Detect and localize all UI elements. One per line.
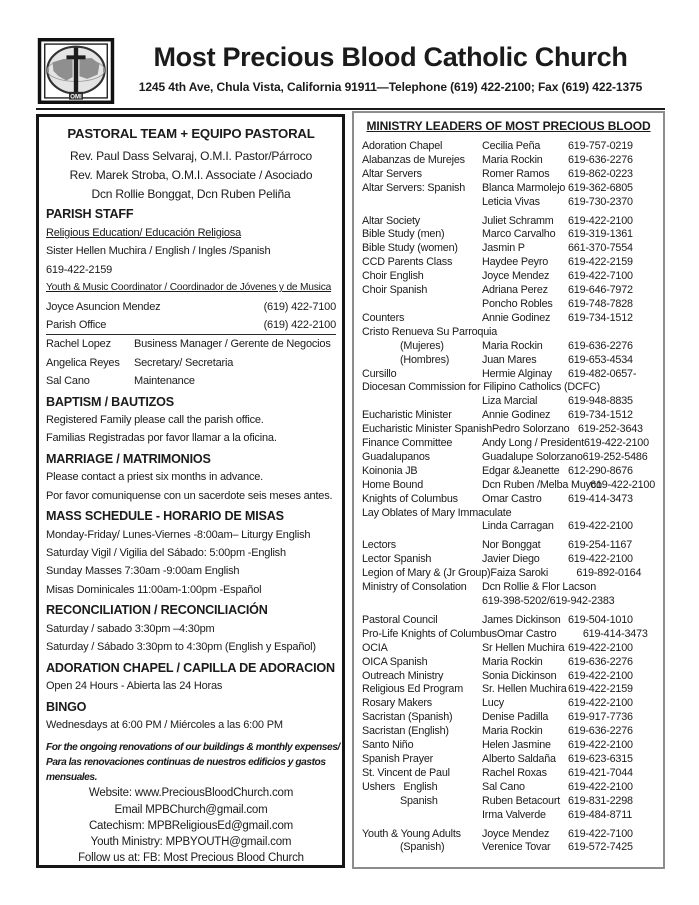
info-line: Website: www.PreciousBloodChurch.com [88,787,294,800]
info-line [46,354,336,372]
phone-cell: 619-948-8835 [568,395,633,408]
leader-name-cell: Denise Padilla [482,711,549,724]
phone-cell: 619-734-1512 [568,311,633,324]
ministry-row [362,507,655,521]
ministry-row [362,553,655,567]
phone-cell: 619-421-7044 [568,766,633,779]
info-line: Catechism: MPBReligiousEd@gmail.com [88,819,294,832]
ministry-cell: Diocesan Commission for Filipino Catholics (DCFC) [362,381,600,394]
leader-name-cell: Annie Godinez [482,409,551,422]
leader-name-cell: Ruben Betacourt [482,794,561,807]
leader-name-cell: Hermie Alginay [482,367,552,380]
leader-name-cell: Liza Marcial [482,395,538,408]
parish-info-panel [36,114,345,868]
phone-cell: 619-422-7100 [568,827,633,840]
line-label: Angelica Reyes [46,356,120,369]
leader-name-cell: Verenice Tovar [482,841,551,854]
ministry-cell: Altar Servers [362,167,422,180]
ministry-cell: Home Bound [362,478,424,491]
ministry-row [362,739,655,753]
ministry-cell: Rosary Makers [362,697,432,710]
ministry-cell: Youth & Young Adults [362,827,461,840]
line-phone: (619) 422-7100 [263,300,336,313]
ministry-row [362,168,655,182]
ministry-cell: St. Vincent de Paul [362,766,450,779]
ministry-row [362,451,655,465]
leader-name-cell: Rachel Roxas [482,766,547,779]
phone-cell: 612-290-8676 [568,464,633,477]
ministry-cell: (Spanish) [400,841,445,854]
leader-name-cell: Juliet Schramm [482,214,554,227]
ministry-cell: OCIA [362,641,388,654]
leader-name-cell: James Dickinson [482,613,561,626]
info-line: Follow us at: FB: Most Precious Blood Church [78,852,304,865]
ministry-row [362,242,655,256]
info-line: Sunday Masses 7:30am -9:00am English [46,565,240,578]
ministry-row [362,196,655,210]
phone-cell: 619-572-7425 [568,841,633,854]
ministry-cell: Alabanzas de Murejes [362,153,465,166]
leader-name-cell: Omar Castro [482,492,542,505]
ministry-row [362,614,655,628]
info-line: Dcn Rollie Bonggat, Dcn Ruben Peliña [91,186,291,201]
info-line: Saturday Vigil / Vigilia del Sábado: 5:00pm -English [46,547,286,560]
info-line: Monday-Friday/ Lunes-Viernes -8:00am– Liturgy English [46,528,311,541]
leader-name-cell: Helen Jasmine [482,739,551,752]
phone-cell: 619-636-2276 [568,655,633,668]
ministry-cell: Koinonia JB [362,464,418,477]
leader-name-cell: Sr. Hellen Muchira [482,683,567,696]
leader-name-cell: 619-398-5202/619-942-2383 [482,595,615,607]
leader-name-cell: Sonia Dickinson [482,669,557,682]
ministry-cell: CCD Parents Class [362,256,453,269]
line-label: Rachel Lopez [46,338,111,351]
leader-name-cell: Annie Godinez [482,311,551,324]
info-line: Rev. Marek Stroba, O.M.I. Associate / Asociado [69,167,313,182]
info-line: Registered Family please call the parish office. [46,414,264,427]
ministry-row [362,520,655,534]
leader-name-cell: Nor Bonggat [482,539,541,552]
info-line: Email MPBChurch@gmail.com [114,803,268,816]
leader-name-cell: Irma Valverde [482,808,546,821]
phone-cell: 619-422-2100 [568,553,633,566]
info-line: Saturday / sabado 3:30pm –4:30pm [46,622,215,635]
ministry-cell: Choir Spanish [362,284,428,297]
ministry-cell: Altar Servers: Spanish [362,181,466,194]
ministry-row [362,326,655,340]
line-role: Secretary/ Secretaria [134,356,234,369]
ministry-row [362,781,655,795]
section-heading: MASS SCHEDULE - HORARIO DE MISAS [46,509,284,524]
ministry-cell: Pro-Life Knights of Columbus [362,627,497,640]
ministry-row [362,539,655,553]
leader-name-cell: Jasmin P [482,242,525,255]
ministry-cell: Spanish Prayer [362,752,434,765]
line-label: Parish Office [46,318,107,331]
info-line: Rev. Paul Dass Selvaraj, O.M.I. Pastor/Párroco [70,149,312,163]
leader-name-cell: Dcn Rollie & Flor Lacson [482,581,597,594]
leader-name-cell: Romer Ramos [482,167,550,180]
ministry-cell: Cursillo [362,367,397,380]
ministry-cell: Lay Oblates of Mary Immaculate [362,506,512,519]
ministry-cell: (Mujeres) [400,339,444,352]
phone-cell: 619-254-1167 [568,539,633,552]
info-line: Wednesdays at 6:00 PM / Miércoles a las 6:00 PM [46,719,283,732]
church-address: 1245 4th Ave, Chula Vista, California 91911—Telephone (619) 422-2100; Fax (619) 422-1375 [138,80,643,94]
ministry-cell [362,196,482,210]
leader-name-cell: Guadalupe Solorzano [482,450,583,463]
info-line: Youth Ministry: MPBYOUTH@gmail.com [90,836,292,849]
info-line [46,335,336,353]
ministry-row [362,154,655,168]
info-line: Familias Registradas por favor llamar a la oficina. [46,432,277,445]
leader-name-cell: Lucy [482,697,505,710]
ministry-cell: Lector Spanish [362,553,432,566]
phone-cell: 619-422-2159 [568,256,633,269]
ministry-cell: (Hombres) [400,353,450,366]
phone-cell: 619-422-2159 [568,683,633,696]
leader-name-cell: Alberto Saldaña [482,752,556,765]
ministry-row [362,767,655,781]
info-line [46,372,336,390]
ministry-cell: Choir English [362,270,424,283]
phone-cell: 619-482-0657- [568,367,637,380]
line-role: Maintenance [134,375,195,388]
ministry-row [362,479,655,493]
info-line: mensuales. [46,772,97,784]
leader-name-cell: Juan Mares [482,353,537,366]
info-line: Open 24 Hours - Abierta las 24 Horas [46,680,223,693]
line-label: Joyce Asuncion Mendez [46,300,161,313]
logo-text: OMI [70,94,82,101]
ministry-row [362,795,655,809]
ministry-cell: Sacristan (English) [362,725,449,738]
ministry-row [362,581,655,595]
phone-cell: 619-636-2276 [568,339,633,352]
ministry-row [362,312,655,326]
ministry-cell: Legion of Mary & (Jr Group) [362,567,491,580]
line-label: Sal Cano [46,375,90,388]
phone-cell: 619-422-7100 [568,270,633,283]
phone-cell: 619-422-2100 [568,641,633,654]
ministry-cell [362,520,482,534]
ministry-row [362,595,655,609]
info-line: Misas Dominicales 11:00am-1:00pm -Español [46,583,262,596]
leader-name-cell: Adriana Perez [482,284,548,297]
ministry-cell: Eucharistic Minister [362,409,452,422]
phone-cell: 619-422-2100 [568,669,633,682]
ministry-cell: Bible Study (women) [362,242,458,255]
leader-name-cell: Poncho Robles [482,297,553,310]
phone-cell: 619-414-3473 [582,627,648,640]
ministry-cell: Finance Committee [362,437,453,450]
ministry-row [362,670,655,684]
phone-cell: 619-422-2100 [590,478,655,491]
ministry-list [362,140,655,855]
leader-name-cell: Joyce Mendez [482,270,550,283]
ministry-row [362,298,655,312]
phone-cell: 619-653-4534 [568,353,633,366]
phone-cell: 619-252-3643 [578,423,643,436]
ministry-row [362,284,655,298]
ministry-row [362,628,655,642]
ministry-row [362,215,655,229]
phone-cell: 619-422-2100 [568,739,633,752]
ministry-cell: Counters [362,311,405,324]
ministry-row [362,493,655,507]
ministry-cell: Sacristan (Spanish) [362,711,453,724]
leader-name-cell: Maria Rockin [482,725,543,738]
phone-cell: 619-636-2276 [568,725,633,738]
ministry-cell [362,809,482,823]
leader-name-cell: Cecilia Peña [482,140,541,152]
ministry-row [362,381,655,395]
ministry-cell: OICA Spanish [362,655,428,668]
phone-cell: 619-422-2100 [568,214,633,227]
leader-name-cell: Andy Long / President [482,437,585,450]
ministry-row [362,423,655,437]
section-heading: BINGO [46,699,87,714]
omi-crucifix-logo [36,38,116,104]
church-name: Most Precious Blood Catholic Church [153,42,628,72]
leader-name-cell: Javier Diego [482,553,540,566]
leader-name-cell: Marco Carvalho [482,228,556,241]
phone-cell: 619-319-1361 [568,228,633,241]
line-role: Business Manager / Gerente de Negocios [134,338,331,351]
ministry-row [362,368,655,382]
ministry-row [362,409,655,423]
phone-cell: 619-636-2276 [568,153,633,166]
phone-cell: 619-862-0223 [568,167,633,180]
phone-cell: 619-734-1512 [568,409,633,422]
leader-name-cell: Sr Hellen Muchira [482,641,565,654]
leader-name-cell: Edgar &Jeanette [482,464,560,477]
info-line: Sister Hellen Muchira / English / Ingles /Spanish [46,245,271,258]
info-line: Por favor comuniquense con un sacerdote seis meses antes. [46,489,333,502]
leader-name-cell: Maria Rockin [482,339,543,352]
leader-name-cell: Maria Rockin [482,655,543,668]
header-text [116,38,665,94]
ministry-row [362,683,655,697]
ministry-row [362,270,655,284]
phone-cell: 619-623-6315 [568,752,633,765]
ministry-row [362,182,655,196]
leader-name-cell: Leticia Vivas [482,195,540,208]
ministry-cell: Pastoral Council [362,613,438,626]
phone-cell: 619-362-6805 [568,181,633,194]
leader-name-cell: Pedro Solorzano [492,423,570,436]
phone-cell: 619-422-2100 [568,697,633,710]
ministry-cell: Adoration Chapel [362,140,443,152]
ministry-cell: Lectors [362,539,397,552]
ministry-cell: Spanish [400,794,438,807]
ministry-row [362,725,655,739]
ministry-cell: Knights of Columbus [362,492,458,505]
phone-cell: 619-422-2100 [568,780,633,793]
phone-cell: 619-646-7972 [568,284,633,297]
phone-cell: 619-748-7828 [568,297,633,310]
ministry-cell: Ministry of Consolation [362,581,467,594]
section-heading: PARISH STAFF [46,207,134,222]
section-heading: MARRIAGE / MATRIMONIOS [46,451,211,466]
ministry-cell: Cristo Renueva Su Parroquia [362,325,498,338]
ministry-row [362,753,655,767]
phone-cell: 619-917-7736 [568,711,633,724]
info-line: Para las renovaciones continuas de nuestros edificios y gastos [46,757,326,769]
phone-cell: 661-370-7554 [568,242,633,255]
ministry-row [362,465,655,479]
leader-name-cell: Omar Castro [496,627,557,640]
ministry-cell: Ushers English [362,780,438,793]
ministry-row [362,809,655,823]
ministry-row [362,354,655,368]
ministry-row [362,567,655,581]
ministry-row [362,256,655,270]
ministry-row [362,841,655,855]
ministry-cell: Guadalupanos [362,450,430,463]
section-heading: BAPTISM / BAUTIZOS [46,394,174,409]
leader-name-cell [497,326,583,340]
ministry-row [362,711,655,725]
header [36,38,665,110]
phone-cell: 619-484-8711 [568,808,633,821]
info-line [46,298,336,316]
ministry-row [362,437,655,451]
ministry-row [362,228,655,242]
leader-name-cell: Faiza Saroki [490,567,549,580]
ministry-cell: Religious Ed Program [362,683,464,696]
ministry-cell [362,595,482,609]
ministry-leaders-panel [352,111,665,869]
leader-name-cell: Linda Carragan [482,520,554,533]
leader-name-cell: Dcn Ruben /Melba Muyco [482,478,602,491]
info-line [46,316,336,335]
phone-cell: 619-422-2100 [568,520,633,533]
info-line: 619-422-2159 [46,263,113,276]
leader-name-cell: Blanca Marmolejo [482,181,566,194]
ministry-panel-title: MINISTRY LEADERS OF MOST PRECIOUS BLOOD [366,119,651,133]
ministry-row [362,656,655,670]
info-line: Saturday / Sábado 3:30pm to 4:30pm (English y Español) [46,641,316,654]
leader-name-cell: Maria Rockin [482,153,543,166]
section-heading: RECONCILIATION / RECONCILIACIÓN [46,603,268,618]
info-line: Youth & Music Coordinator / Coordinador de Jóvenes y de Musica [46,282,332,294]
phone-cell: 619-504-1010 [568,613,633,626]
phone-cell: 619-892-0164 [576,567,642,580]
leader-name-cell [511,507,597,521]
leader-name-cell: Joyce Mendez [482,827,550,840]
ministry-row [362,828,655,842]
phone-cell: 619-730-2370 [568,195,633,208]
ministry-cell: Altar Society [362,214,421,227]
phone-cell: 619-831-2298 [568,794,633,807]
info-line: For the ongoing renovations of our buildings & monthly expenses/ [46,742,340,754]
ministry-cell [362,395,482,409]
ministry-row [362,642,655,656]
ministry-cell: Bible Study (men) [362,228,445,241]
info-line: Religious Education/ Educación Religiosa [46,226,242,239]
ministry-row [362,340,655,354]
ministry-cell: Eucharistic Minister Spanish [362,423,493,436]
church-logo [36,38,116,104]
leader-name-cell: Sal Cano [482,780,525,793]
line-phone: (619) 422-2100 [263,318,336,331]
ministry-row [362,395,655,409]
ministry-row [362,697,655,711]
phone-cell: 619-414-3473 [568,492,633,505]
leader-name-cell: Haydee Peyro [482,256,549,269]
ministry-cell [362,298,482,312]
panel-title: PASTORAL TEAM + EQUIPO PASTORAL [67,126,315,141]
phone-cell: 619-252-5486 [582,450,648,463]
section-heading: ADORATION CHAPEL / CAPILLA DE ADORACION [46,660,335,675]
leader-name-cell [569,381,655,395]
phone-cell: 619-422-2100 [584,437,649,450]
phone-cell: 619-757-0219 [568,140,633,152]
info-line: Please contact a priest six months in advance. [46,471,264,484]
ministry-cell: Outreach Ministry [362,669,444,682]
ministry-cell: Santo Niño [362,739,414,752]
ministry-row [362,140,655,154]
